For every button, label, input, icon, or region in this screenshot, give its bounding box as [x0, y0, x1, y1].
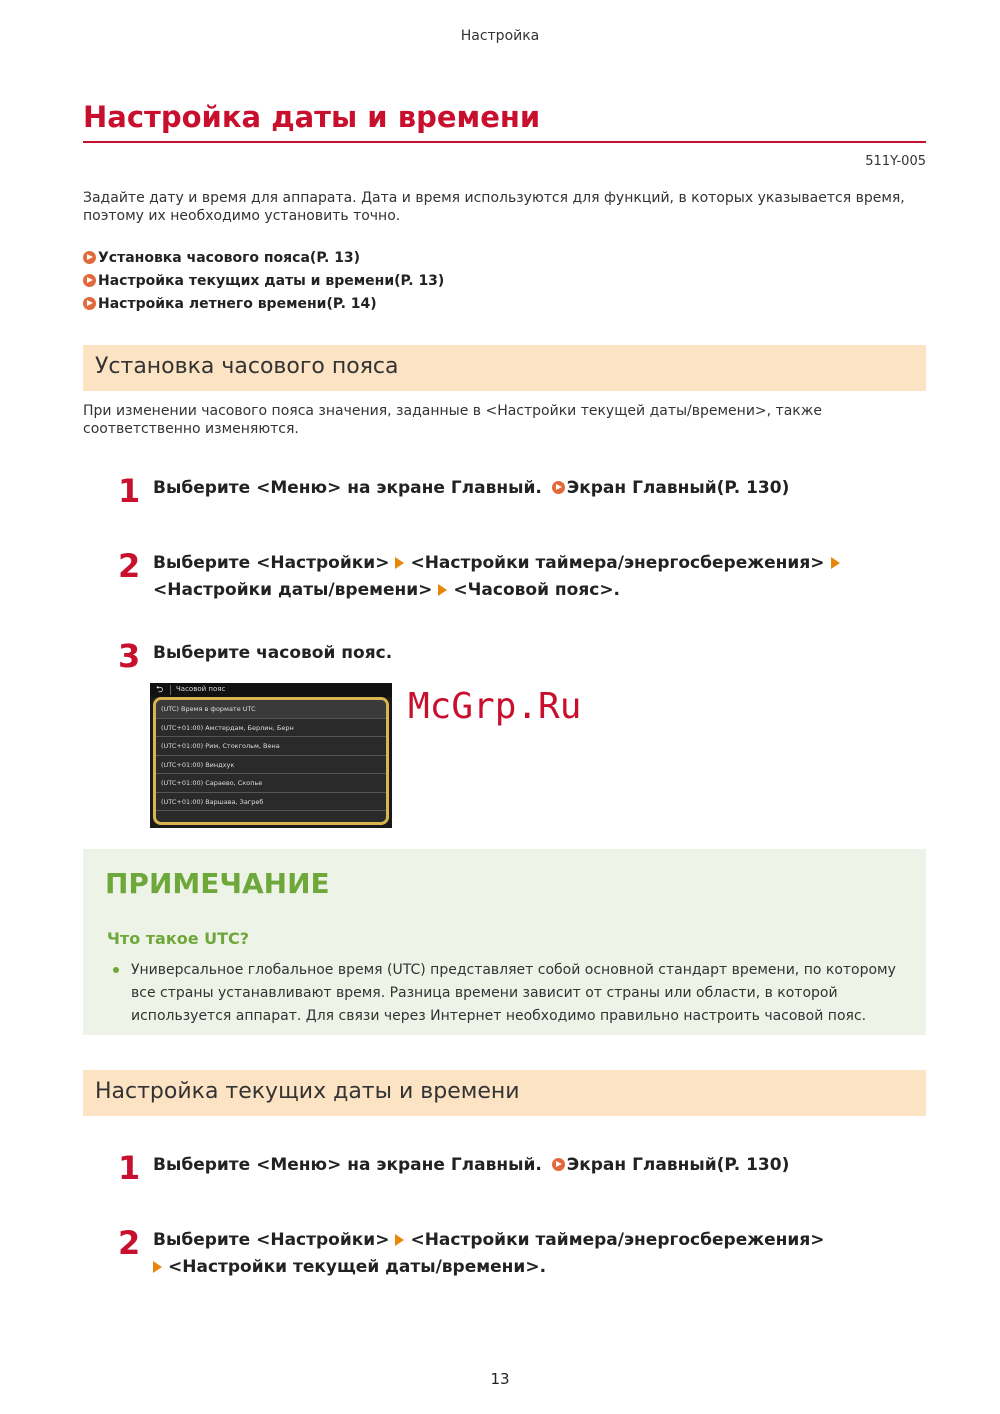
section-paragraph: При изменении часового пояса значения, заданные в <Настройки текущей даты/времени>, также соответственно изменяются.	[83, 403, 822, 437]
timezone-list	[153, 697, 389, 825]
note-box	[83, 849, 926, 1035]
title-rule	[83, 141, 926, 143]
section-heading-timezone	[83, 345, 926, 391]
section-heading-current-datetime	[83, 1070, 926, 1116]
step-link[interactable]: Экран Главный(P. 130)	[566, 478, 790, 498]
step-text-part: <Настройки текущей даты/времени>.	[168, 1257, 547, 1277]
bullet-icon	[113, 967, 119, 973]
step-2	[118, 1224, 918, 1281]
note-title: ПРИМЕЧАНИЕ	[105, 867, 330, 900]
step-text-part: Выберите <Настройки>	[153, 1230, 390, 1250]
page-number: 13	[490, 1370, 510, 1388]
watermark: McGrp.Ru	[408, 686, 582, 727]
list-item[interactable]: (UTC+01:00) Виндхук	[156, 756, 386, 775]
toc-links	[83, 246, 683, 315]
toc-link-label: Настройка текущих даты и времени(P. 13)	[98, 272, 445, 289]
list-item[interactable]: (UTC+01:00) Сараево, Скопье	[156, 774, 386, 793]
toc-link-timezone[interactable]	[83, 246, 683, 269]
arrow-circle-icon	[83, 297, 96, 310]
toc-link-label: Установка часового пояса(P. 13)	[98, 249, 361, 266]
step-text: Выберите часовой пояс.	[153, 643, 393, 663]
intro-paragraph: Задайте дату и время для аппарата. Дата и время используются для функций, в которых указывается время, поэтому их необходимо установить точно.	[83, 190, 905, 224]
divider	[170, 685, 171, 695]
step-text-part: <Настройки даты/времени>	[153, 580, 433, 600]
back-icon[interactable]: ⮌	[156, 685, 164, 695]
triangle-arrow-icon	[153, 1261, 162, 1273]
note-bullet-text: Универсальное глобальное время (UTC) представляет собой основной стандарт времени, по которому все страны устанавливают время. Разница времени зависит от страны или области, в которой используется аппарат. Для связи через Интернет необходимо правильно настроить часовой пояс.	[131, 962, 896, 1024]
step-1	[118, 472, 918, 510]
step-text-part: Выберите <Настройки>	[153, 553, 390, 573]
step-text: Выберите <Меню> на экране Главный.	[153, 478, 542, 498]
triangle-arrow-icon	[438, 584, 447, 596]
triangle-arrow-icon	[395, 557, 404, 569]
triangle-arrow-icon	[831, 557, 840, 569]
step-text: Выберите <Меню> на экране Главный.	[153, 1155, 542, 1175]
list-item[interactable]: (UTC+01:00) Амстердам, Берлин, Берн	[156, 719, 386, 738]
arrow-circle-icon	[83, 251, 96, 264]
arrow-circle-icon	[552, 1158, 565, 1171]
list-item[interactable]: (UTC+01:00) Рим, Стокгольм, Вена	[156, 737, 386, 756]
note-bullet	[113, 959, 913, 1028]
doc-code: 511Y-005	[865, 154, 926, 169]
step-2	[118, 547, 918, 604]
step-3	[118, 637, 918, 675]
step-number: 2	[118, 547, 141, 585]
step-text-part: <Настройки таймера/энергосбережения>	[410, 553, 825, 573]
step-1	[118, 1149, 918, 1187]
device-screen	[150, 683, 392, 828]
device-title: Часовой пояс	[176, 685, 226, 693]
step-number: 3	[118, 637, 141, 675]
note-subtitle: Что такое UTC?	[107, 929, 250, 948]
page-title: Настройка даты и времени	[83, 100, 541, 134]
step-link[interactable]: Экран Главный(P. 130)	[566, 1155, 790, 1175]
toc-link-dst[interactable]	[83, 292, 683, 315]
section-heading-text: Настройка текущих даты и времени	[95, 1079, 520, 1104]
arrow-circle-icon	[552, 481, 565, 494]
arrow-circle-icon	[83, 274, 96, 287]
step-number: 1	[118, 472, 141, 510]
list-item[interactable]: (UTC+01:00) Варшава, Загреб	[156, 793, 386, 812]
step-text-part: <Часовой пояс>.	[453, 580, 621, 600]
device-header	[150, 683, 392, 697]
step-number: 2	[118, 1224, 141, 1262]
toc-link-label: Настройка летнего времени(P. 14)	[98, 295, 377, 312]
step-number: 1	[118, 1149, 141, 1187]
triangle-arrow-icon	[395, 1234, 404, 1246]
section-heading-text: Установка часового пояса	[95, 354, 399, 379]
running-header: Настройка	[460, 28, 540, 44]
toc-link-current-datetime[interactable]	[83, 269, 683, 292]
list-item[interactable]: (UTC) Время в формате UTC	[156, 700, 386, 719]
step-text-part: <Настройки таймера/энергосбережения>	[410, 1230, 825, 1250]
